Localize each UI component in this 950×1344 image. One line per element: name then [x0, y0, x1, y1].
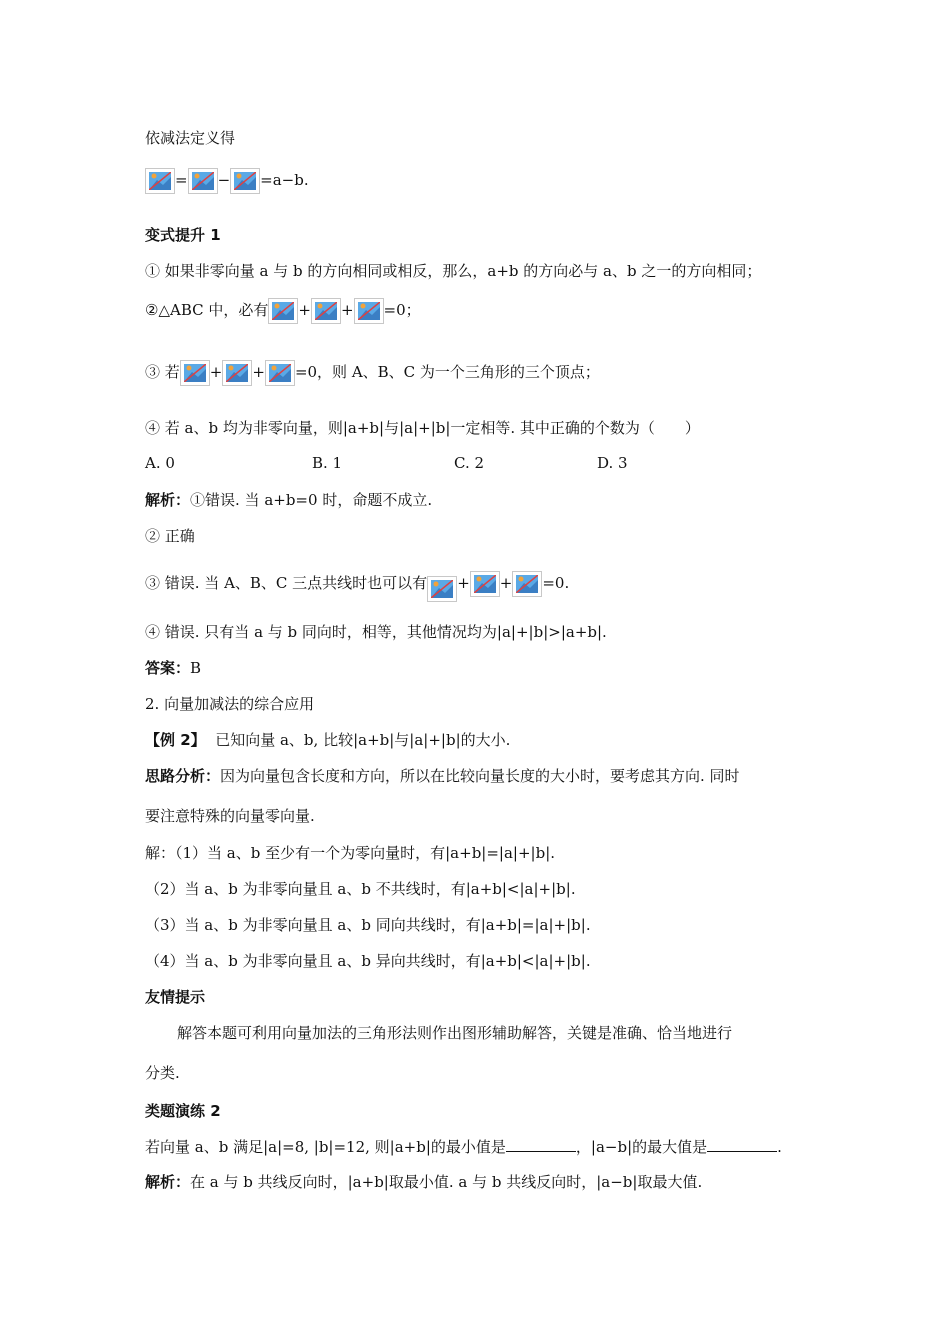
final-analysis-label: 解析： — [145, 1173, 191, 1191]
question-3-tail: =0，则 A、B、C 为一个三角形的三个顶点； — [294, 363, 600, 381]
option-d: D. 3 — [597, 454, 628, 472]
thinking-2: 要注意特殊的向量零向量. — [145, 807, 315, 825]
practice-text-2: ，|a−b|的最大值是 — [575, 1138, 708, 1156]
solution-2: （2）当 a、b 为非零向量且 a、b 不共线时，有|a+b|<|a|+|b|. — [145, 880, 576, 898]
section-2-title: 2. 向量加减法的综合应用 — [145, 695, 315, 713]
analysis-1-text: ①错误. 当 a+b=0 时，命题不成立. — [190, 491, 433, 509]
option-a: A. 0 — [145, 454, 175, 472]
plus-sign: + — [499, 574, 513, 592]
practice-text-3: . — [777, 1138, 782, 1156]
option-c: C. 2 — [454, 454, 485, 472]
question-1: ① 如果非零向量 a 与 b 的方向相同或相反，那么，a+b 的方向必与 a、b 之一的方向相同； — [145, 262, 762, 280]
solution-3: （3）当 a、b 为非零向量且 a、b 同向共线时，有|a+b|=|a|+|b|. — [145, 916, 591, 934]
image-placeholder-icon — [230, 168, 260, 194]
analysis-3 — [145, 566, 569, 602]
practice-question — [145, 1137, 782, 1157]
example-label: 【例 2】 — [145, 731, 206, 749]
final-analysis-text: 在 a 与 b 共线反向时，|a+b|取最小值. a 与 b 共线反向时，|a−b|取最大值. — [190, 1173, 703, 1191]
formula-tail: =a−b. — [260, 171, 309, 189]
tip-line-1: 解答本题可利用向量加法的三角形法则作出图形辅助解答，关键是准确、恰当地进行 — [177, 1024, 733, 1042]
image-placeholder-icon — [188, 168, 218, 194]
solution-1: 解：（1）当 a、b 至少有一个为零向量时，有|a+b|=|a|+|b|. — [145, 844, 556, 862]
final-analysis — [145, 1172, 702, 1192]
question-2 — [145, 298, 421, 324]
practice-text-1: 若向量 a、b 满足|a|=8, |b|=12, 则|a+b|的最小值是 — [145, 1138, 506, 1156]
question-2-text: ②△ABC 中，必有 — [145, 301, 269, 319]
tip-line-2: 分类. — [145, 1064, 180, 1082]
answer-blank-1[interactable] — [506, 1137, 576, 1152]
analysis-label: 解析： — [145, 491, 191, 509]
plus-sign: + — [340, 301, 354, 319]
answer-label: 答案： — [145, 659, 191, 677]
plus-sign: + — [252, 363, 265, 381]
section-heading-1: 变式提升 1 — [145, 226, 221, 244]
answer — [145, 658, 201, 678]
section-heading-2: 类题演练 2 — [145, 1102, 221, 1120]
question-3 — [145, 360, 600, 386]
image-placeholder-icon — [427, 576, 457, 602]
image-placeholder-icon — [145, 168, 175, 194]
answer-value: B — [190, 659, 202, 677]
analysis-4: ④ 错误. 只有当 a 与 b 同向时，相等，其他情况均为|a|+|b|>|a+b|. — [145, 623, 607, 641]
formula-line — [145, 168, 309, 194]
plus-sign: + — [298, 301, 311, 319]
plus-sign: + — [457, 574, 470, 592]
question-4: ④ 若 a、b 均为非零向量，则|a+b|与|a|+|b|一定相等. 其中正确的个数为（ ） — [145, 419, 700, 437]
answer-blank-2[interactable] — [707, 1137, 777, 1152]
thinking-1 — [145, 766, 740, 786]
text-line-1: 依减法定义得 — [145, 129, 236, 147]
analysis-2: ② 正确 — [145, 527, 195, 545]
image-placeholder-icon — [512, 571, 542, 597]
image-placeholder-icon — [180, 360, 210, 386]
image-placeholder-icon — [311, 298, 341, 324]
image-placeholder-icon — [354, 298, 384, 324]
image-placeholder-icon — [222, 360, 252, 386]
analysis-3-text: ③ 错误. 当 A、B、C 三点共线时也可以有 — [145, 574, 428, 592]
image-placeholder-icon — [268, 298, 298, 324]
option-b: B. 1 — [312, 454, 343, 472]
solution-4: （4）当 a、b 为非零向量且 a、b 异向共线时，有|a+b|<|a|+|b|. — [145, 952, 591, 970]
tip-title: 友情提示 — [145, 988, 206, 1006]
image-placeholder-icon — [265, 360, 295, 386]
example-2-text: 已知向量 a、b, 比较|a+b|与|a|+|b|的大小. — [215, 731, 511, 749]
question-3-text: ③ 若 — [145, 363, 180, 381]
minus-sign: − — [217, 171, 231, 189]
analysis-3-tail: =0. — [542, 574, 570, 592]
example-2 — [145, 730, 510, 750]
analysis-1 — [145, 490, 432, 510]
equals-sign: = — [175, 171, 188, 189]
question-2-tail: =0； — [383, 301, 421, 319]
plus-sign: + — [209, 363, 223, 381]
thinking-1-text: 因为向量包含长度和方向，所以在比较向量长度的大小时，要考虑其方向. 同时 — [220, 767, 740, 785]
image-placeholder-icon — [470, 571, 500, 597]
thinking-label: 思路分析： — [145, 767, 221, 785]
